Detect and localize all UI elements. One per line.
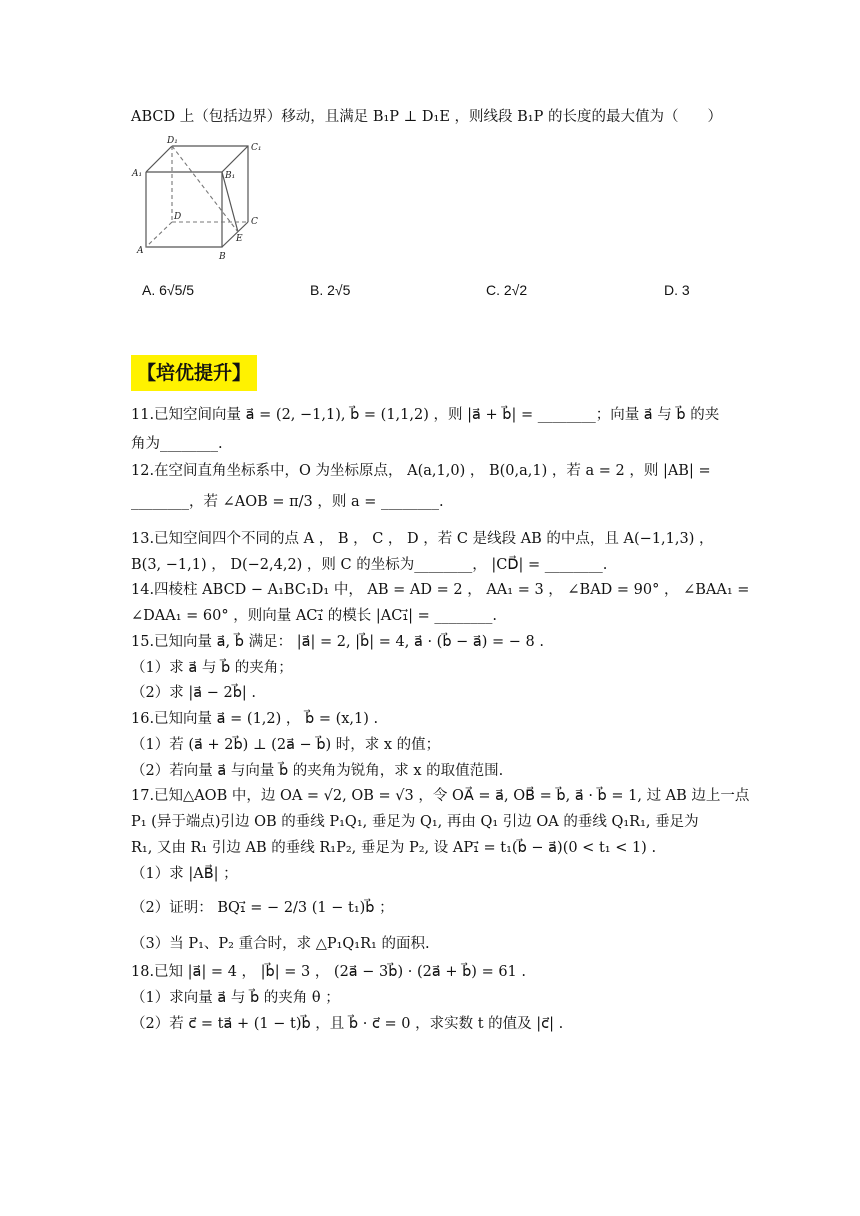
q13-line1: 13.已知空间四个不同的点 A ， B ， C ， D ，若 C 是线段 AB 的中点，且 A(−1,1,3) ， bbox=[131, 531, 714, 547]
label-c1: C₁ bbox=[251, 143, 262, 153]
option-c[interactable]: C. 2√2 bbox=[486, 282, 528, 298]
q14-line1: 14.四棱柱 ABCD − A₁BC₁D₁ 中， AB = AD = 2 ， AA₁ = 3 ， ∠BAD = 90° ， ∠BAA₁ = bbox=[131, 582, 750, 598]
q16-line1: 16.已知向量 a⃗ = (1,2) ， b⃗ = (x,1) . bbox=[131, 711, 379, 727]
option-a[interactable]: A. 6√5/5 bbox=[142, 282, 195, 298]
q12-line2: ________，若 ∠AOB = π/3 ，则 a = ________. bbox=[131, 494, 444, 510]
q15-part2: （2）求 |a⃗ − 2b⃗| . bbox=[131, 685, 257, 701]
option-b[interactable]: B. 2√5 bbox=[310, 282, 351, 298]
q11-line2: 角为________. bbox=[131, 436, 223, 452]
option-d[interactable]: D. 3 bbox=[664, 282, 690, 298]
label-d: D bbox=[174, 212, 182, 222]
label-e: E bbox=[236, 234, 243, 244]
q16-part2: （2）若向量 a⃗ 与向量 b⃗ 的夹角为锐角，求 x 的取值范围. bbox=[131, 763, 504, 779]
q18-part1: （1）求向量 a⃗ 与 b⃗ 的夹角 θ ； bbox=[131, 990, 340, 1006]
label-d1: D₁ bbox=[167, 136, 178, 146]
q17-line2: P₁ (异于端点)引边 OB 的垂线 P₁Q₁, 垂足为 Q₁, 再由 Q₁ 引边 OA 的垂线 Q₁R₁, 垂足为 bbox=[131, 814, 699, 830]
q15-part1: （1）求 a⃗ 与 b⃗ 的夹角； bbox=[131, 660, 293, 676]
q18-line1: 18.已知 |a⃗| = 4 ， |b⃗| = 3 ， (2a⃗ − 3b⃗) · (2a⃗ + b⃗) = 61 . bbox=[131, 964, 527, 980]
q13-line2: B(3, −1,1) ， D(−2,4,2) ，则 C 的坐标为________， |CD⃗| = ________. bbox=[131, 557, 608, 573]
label-b: B bbox=[219, 252, 226, 262]
q16-part1: （1）若 (a⃗ + 2b⃗) ⊥ (2a⃗ − b⃗) 时，求 x 的值； bbox=[131, 737, 441, 753]
q15-line1: 15.已知向量 a⃗, b⃗ 满足： |a⃗| = 2, |b⃗| = 4, a⃗ · (b⃗ − a⃗) = − 8 . bbox=[131, 634, 545, 650]
section-title: 【培优提升】 bbox=[131, 355, 257, 391]
q17-part3: （3）当 P₁、P₂ 重合时，求 △P₁Q₁R₁ 的面积. bbox=[131, 936, 430, 952]
label-a1: A₁ bbox=[132, 169, 143, 179]
q17-line1: 17.已知△AOB 中，边 OA = √2, OB = √3 ，令 OA⃗ = a⃗, OB⃗ = b⃗, a⃗ · b⃗ = 1, 过 AB 边上一点 bbox=[131, 788, 750, 804]
label-a: A bbox=[137, 246, 144, 256]
q14-line2: ∠DAA₁ = 60° ，则向量 AC₁⃗ 的模长 |AC₁⃗| = ________. bbox=[131, 608, 498, 624]
label-c: C bbox=[251, 217, 258, 227]
q17-line3: R₁, 又由 R₁ 引边 AB 的垂线 R₁P₂, 垂足为 P₂, 设 AP₁⃗ = t₁(b⃗ − a⃗)(0 < t₁ < 1) . bbox=[131, 840, 657, 856]
q12-line1: 12.在空间直角坐标系中，O 为坐标原点， A(a,1,0) ， B(0,a,1) ，若 a = 2 ，则 |AB| = bbox=[131, 463, 711, 479]
q17-part1: （1）求 |AB⃗| ； bbox=[131, 866, 238, 882]
label-b1: B₁ bbox=[225, 171, 236, 181]
q18-part2: （2）若 c⃗ = ta⃗ + (1 − t)b⃗ ，且 b⃗ · c⃗ = 0 ，求实数 t 的值及 |c⃗| . bbox=[131, 1016, 564, 1032]
q17-part2: （2）证明： BQ₁⃗ = − 2/3 (1 − t₁)b⃗ ； bbox=[131, 900, 394, 916]
question-10-text: ABCD 上（包括边界）移动，且满足 B₁P ⊥ D₁E ，则线段 B₁P 的长度的最大值为（ ） bbox=[131, 109, 722, 125]
q11-line1: 11.已知空间向量 a⃗ = (2, −1,1), b⃗ = (1,1,2) ，则 |a⃗ + b⃗| = ________；向量 a⃗ 与 b⃗ 的夹 bbox=[131, 407, 720, 423]
